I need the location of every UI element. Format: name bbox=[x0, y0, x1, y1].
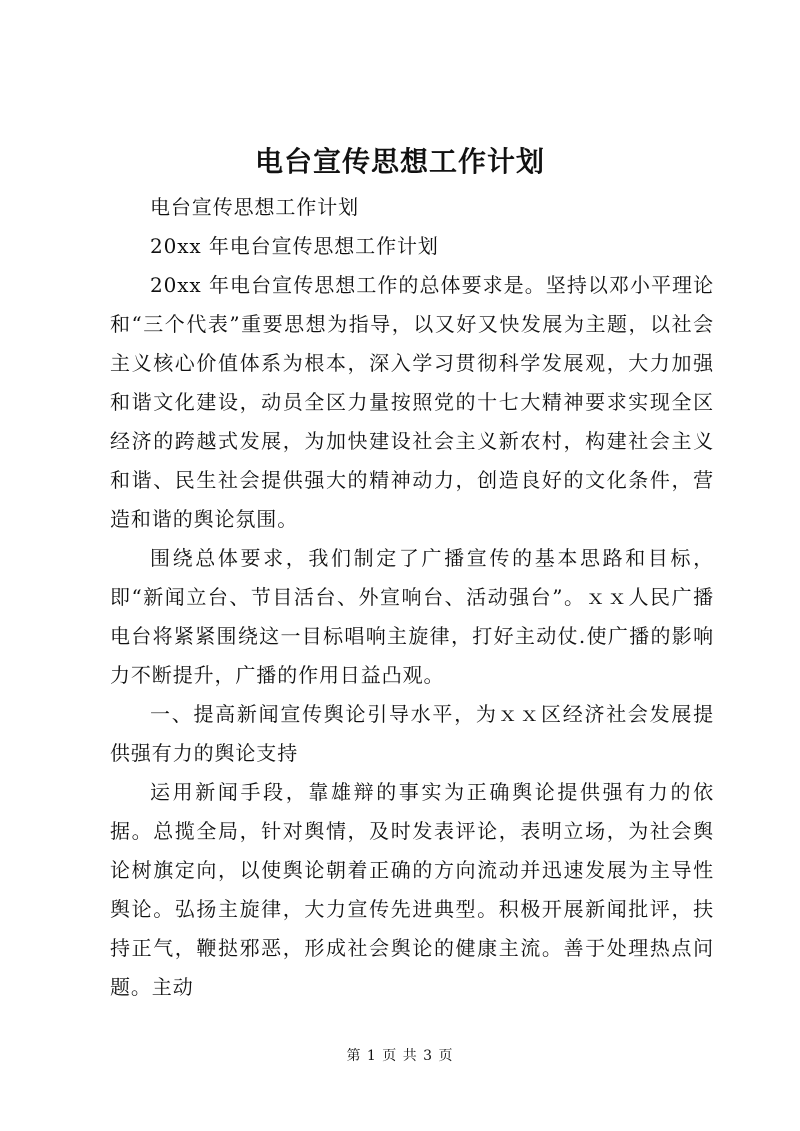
paragraph-year-title: 20xx 年电台宣传思想工作计划 bbox=[150, 234, 439, 258]
paragraph-subtitle: 电台宣传思想工作计划 bbox=[150, 195, 359, 219]
paragraph-overall-requirements: 20xx 年电台宣传思想工作的总体要求是。坚持以邓小平理论和“三个代表”重要思想为指导，以又好又快发展为主题，以社会主义核心价值体系为根本，深入学习贯彻科学发展观，大力加强和谐文化建设，动员全区力量按照党的十七大精神要求实现全区经济的跨越式发展，为加快建设社会主义新农村，构建社会主义和谐、民生社会提供强大的精神动力，创造良好的文化条件，营造和谐的舆论氛围。 bbox=[110, 273, 714, 531]
paragraph-news-methods: 运用新闻手段，靠雄辩的事实为正确舆论提供强有力的依据。总揽全局，针对舆情，及时发表评论，表明立场，为社会舆论树旗定向，以使舆论朝着正确的方向流动并迅速发展为主导性舆论。弘扬主旋律，大力宣传先进典型。积极开展新闻批评，扶持正气，鞭挞邪恶，形成社会舆论的健康主流。善于处理热点问题。主动 bbox=[110, 780, 714, 999]
document-body bbox=[110, 188, 714, 1007]
page-footer: 第 1 页 共 3 页 bbox=[346, 1048, 454, 1064]
paragraph-basic-approach: 围绕总体要求，我们制定了广播宣传的基本思路和目标，即“新闻立台、节目活台、外宣响台、活动强台”。ｘｘ人民广播电台将紧紧围绕这一目标唱响主旋律，打好主动仗.使广播的影响力不断提升，广播的作用日益凸观。 bbox=[110, 546, 714, 687]
document-title: 电台宣传思想工作计划 bbox=[254, 145, 545, 178]
section-heading-one: 一、提高新闻宣传舆论引导水平，为ｘｘ区经济社会发展提供强有力的舆论支持 bbox=[110, 702, 714, 765]
